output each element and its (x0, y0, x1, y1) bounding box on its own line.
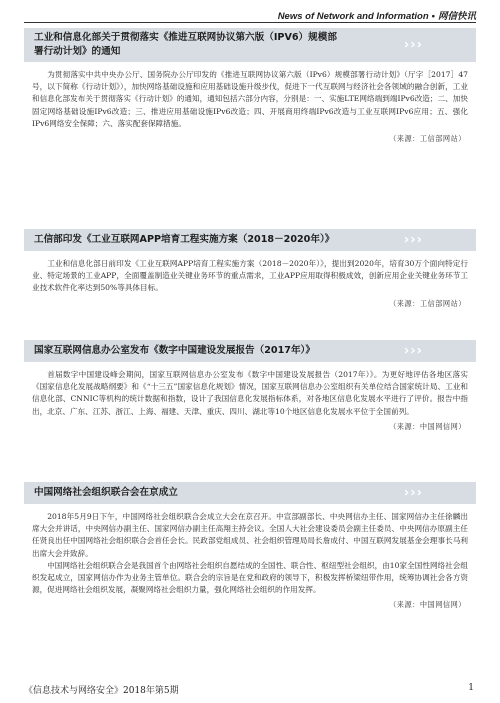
header-title-en: News of Network and Information (277, 11, 429, 22)
chevrons-icon: › › › (403, 232, 422, 248)
journal-footer: 《信息技术与网络安全》2018年第5期 (24, 686, 179, 696)
article-2-source: （来源：工信部网站） (389, 298, 466, 308)
article-4-banner (24, 482, 476, 504)
header-separator: • (431, 11, 435, 22)
article-3-title: 国家互联网信息办公室发布《数字中国建设发展报告（2017年）》 (34, 345, 315, 356)
article-3-source: （来源：中国网信网） (389, 421, 466, 431)
article-1-title: 工业和信息化部关于贯彻落实《推进互联网协议第六版（IPV6）规模部署行动计划》的通知 (34, 32, 337, 57)
news-article-1 (24, 28, 476, 144)
article-2-banner (24, 229, 476, 251)
article-4-body (32, 511, 468, 596)
news-article-3 (24, 340, 476, 432)
article-3-banner (24, 340, 476, 362)
running-header (278, 8, 476, 22)
article-4-paragraph-2: 中国网络社会组织联合会是我国首个由网络社会组织自愿结成的全国性、联合性、枢纽型社会组织，由10家全国性网络社会组织发起成立，国家网信办作为业务主管单位。联合会的宗旨是在党和政府的领导下，积极发挥桥梁纽带作用，统筹协调社会各方资源，促进网络社会组织发展，凝聚网络社会组织力量，强化网络社会组织的作用发挥。 (32, 560, 468, 595)
page-number: 1 (468, 683, 474, 693)
article-3-body (32, 369, 468, 418)
chevrons-icon: › › › (403, 37, 422, 53)
chevrons-icon: › › › (403, 343, 422, 359)
article-2-body (32, 258, 468, 295)
article-3-paragraph-1: 首届数字中国建设峰会期间，国家互联网信息办公室发布《数字中国建设发展报告（2017年）》。为更好地评估各地区落实《国家信息化发展战略纲要》和《“十三五”国家信息化规划》情况，国家互联网信息办公室组织有关单位结合国家统计局、工业和信息化部、CNNIC等机构的统计数据和指数，设计了我国信息化发展指标体系，对各地区信息化发展水平进行了评价。报告中指出，北京、广东、江苏、浙江、上海、福建、天津、重庆、四川、湖北等10个地区信息化发展水平位于全国前列。 (32, 370, 468, 416)
article-2-paragraph-1: 工业和信息化部日前印发《工业互联网APP培育工程实施方案（2018－2020年）》，提出到2020年，培育30万个面向特定行业、特定场景的工业APP，全面覆盖制造业关键业务环节的重点需求，工业APP应用取得积极成效，创新应用企业关键业务环节工业技术软件化率达到50%等具体目标。 (32, 259, 468, 293)
article-1-source: （来源：工信部网站） (389, 134, 466, 144)
article-4-title: 中国网络社会组织联合会在京成立 (34, 487, 178, 498)
news-article-2 (24, 229, 476, 309)
news-article-4 (24, 482, 476, 610)
article-4-source: （来源：中国网信网） (389, 600, 466, 610)
article-1-paragraph-1: 为贯彻落实中共中央办公厅、国务院办公厅印发的《推进互联网协议第六版（IPv6）规模部署行动计划》（厅字［2017］47号，以下简称《行动计划》），加快网络基础设施和应用基础设施升级步伐，促进下一代互联网与经济社会各领域的融合创新，工业和信息化部发布关于贯彻落实《行动计划》的通知，通知包括六部分内容，分别是：一、实施LTE网络端到端IPv6改造；二、加快固定网络基础设施IPv6改造；三、推进应用基础设施IPv6改造；四、开展商用终端IPv6改造与工业互联网IPv6应用；五、强化IPv6网络安全保障；六、落实配套保障措施。 (32, 70, 468, 128)
article-1-banner (24, 28, 476, 62)
header-title-cn: 网信快讯 (437, 11, 476, 22)
article-1-body (32, 69, 468, 130)
header-rule (24, 22, 476, 23)
chevrons-icon: › › › (403, 485, 422, 501)
article-4-paragraph-1: 2018年5月9日下午，中国网络社会组织联合会成立大会在京召开。中宣部副部长、中央网信办主任、国家网信办主任徐麟出席大会并讲话，中央网信办副主任、国家网信办副主任高翔主持会议。全国人大社会建设委员会副主任委员、中央网信办原副主任任贤良出任中国网络社会组织联合会首任会长。民政部党组成员、社会组织管理局局长詹成付、中国互联网发展基金会理事长马利出席大会并致辞。 (32, 512, 468, 558)
article-2-title: 工信部印发《工业互联网APP培育工程实施方案（2018－2020年）》 (34, 234, 335, 245)
